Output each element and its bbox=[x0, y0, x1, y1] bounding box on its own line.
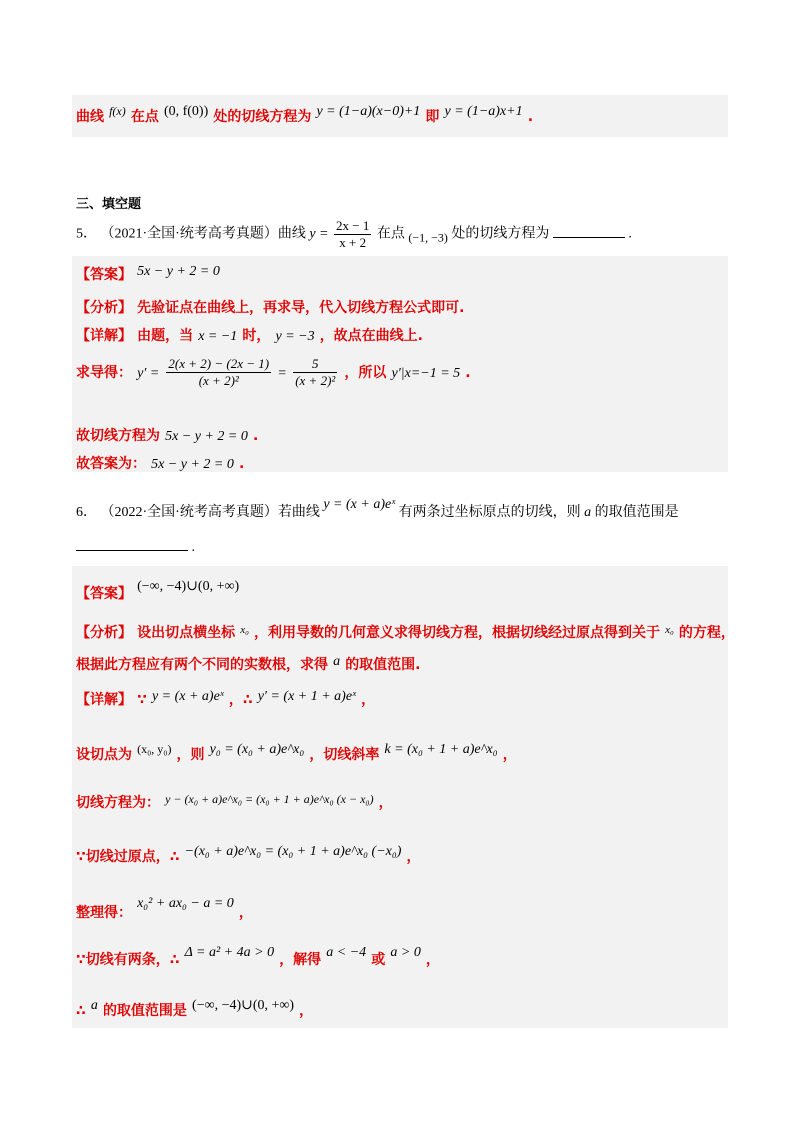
a6-step-1: 设切点为 $^{(x_0, y_0)}$ ，则 y₀ = (x₀ + a)e^x₀ ，切线斜率 k = (x₀ + 1 + a)e^x₀ ， bbox=[76, 742, 517, 763]
a6-step-2: 切线方程为： $^{y - (x_0 + a)e\^{}x_0 = (x_0 + 1 + a)e\^{}x_0 (x - x_0)}$ ， bbox=[76, 792, 393, 811]
a6-step-6: ∴ a 的取值范围是 (−∞, −4)∪(0, +∞) ， bbox=[76, 998, 314, 1019]
a5-detail: 【详解】 由题，当 x = −1 时， y = −3 ，故点在曲线上. bbox=[76, 328, 424, 344]
a6-answer: 【答案】 (−∞, −4)∪(0, +∞) bbox=[76, 579, 240, 602]
a6-step-4: 整理得： x₀² + ax₀ − a = 0 ， bbox=[76, 896, 253, 921]
a5-derivative: 求导得： y′ = $\frac{2(x + 2) - (2x - 1)}{\text{(x + 2)²}}$ = $\frac{5}{\text{(x + 2)²}}$ ，所以 y′|x=−1 = 5 . bbox=[76, 356, 471, 388]
a6-step-3: ∵切线过原点，∴ −(x₀ + a)e^x₀ = (x₀ + 1 + a)e^x₀ (−x₀) ， bbox=[76, 844, 421, 865]
question-6-blank: . bbox=[76, 538, 195, 556]
a6-step-5: ∵切线有两条，∴ Δ = a² + 4a > 0 ，解得 a < −4 或 a > 0 ， bbox=[76, 945, 440, 968]
answer-blank bbox=[553, 225, 625, 238]
a5-tangent: 故切线方程为 5x − y + 2 = 0 . bbox=[76, 428, 259, 444]
a5-final: 故答案为： 5x − y + 2 = 0 . bbox=[76, 456, 245, 472]
answer-blank bbox=[76, 538, 188, 551]
question-5: 5． （2021·全国·统考高考真题）曲线 y = $\frac{2x - 1}{x + 2}$ 在点 (−1, −3) 处的切线方程为 . bbox=[76, 218, 632, 250]
a6-analysis-1: 【分析】 设出切点横坐标 $^{x_0}$ ，利用导数的几何意义求得切线方程，根据切线经过原点得到关于 $^{x_0}$ 的方程， bbox=[76, 624, 735, 641]
a5-analysis: 【分析】 先验证点在曲线上，再求导，代入切线方程公式即可. bbox=[76, 300, 465, 316]
question-6: 6． （2022·全国·统考高考真题）若曲线 y = (x + a)eˣ 有两条过坐标原点的切线，则 a 的取值范围是 bbox=[76, 497, 679, 520]
a6-analysis-2: 根据此方程应有两个不同的实数根，求得 a 的取值范围. bbox=[76, 654, 421, 673]
a6-detail: 【详解】 ∵ y = (x + a)eˣ ，∴ y′ = (x + 1 + a)eˣ ， bbox=[76, 689, 376, 708]
section-heading: 三、填空题 bbox=[76, 197, 142, 212]
a5-answer: 【答案】 5x − y + 2 = 0 bbox=[76, 264, 220, 283]
top-line: 曲线 $^{f(x)}$ 在点 (0, f(0)) 处的切线方程为 y = (1−a)(x−0)+1 即 y = (1−a)x+1 . bbox=[76, 104, 534, 125]
q5-fraction: $\frac{2x - 1}{x + 2}$ bbox=[336, 218, 370, 250]
